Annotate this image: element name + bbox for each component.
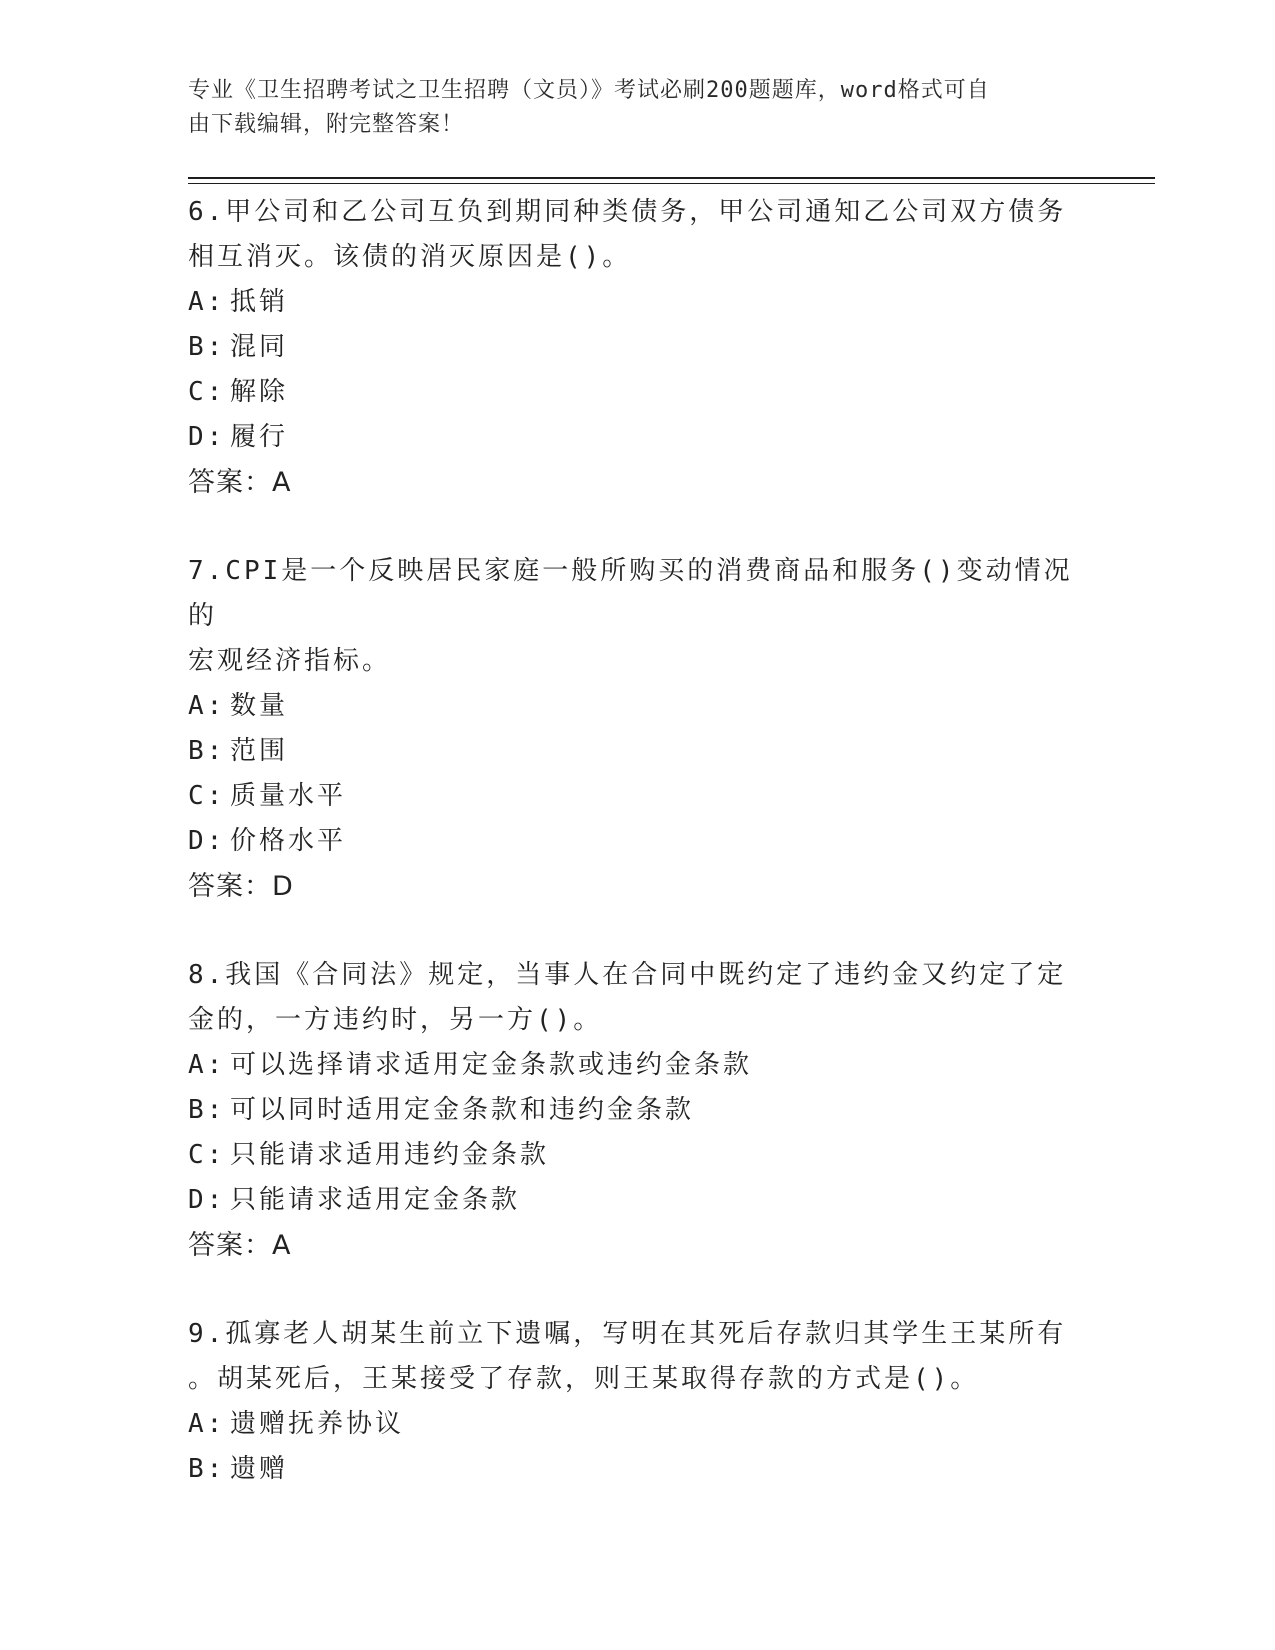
option-b xyxy=(188,1447,1088,1492)
question-text-line-1: 6.甲公司和乙公司互负到期同种类债务，甲公司通知乙公司双方债务 xyxy=(188,197,1067,227)
option-text: 履行 xyxy=(230,422,289,452)
option-key: B: xyxy=(188,736,226,766)
option-c xyxy=(188,1133,1088,1178)
question-9 xyxy=(188,1312,1088,1492)
option-d xyxy=(188,1178,1088,1223)
option-text: 遗赠抚养协议 xyxy=(230,1409,405,1439)
answer-line: 答案：A xyxy=(188,467,292,498)
option-d xyxy=(188,819,1088,864)
option-key: D: xyxy=(188,1185,226,1215)
option-key: C: xyxy=(188,1140,226,1170)
question-text-line-2: 金的，一方违约时，另一方()。 xyxy=(188,1005,603,1035)
question-8 xyxy=(188,953,1088,1268)
option-b xyxy=(188,325,1088,370)
question-text-line-1: 7.CPI是一个反映居民家庭一般所购买的消费商品和服务()变动情况的 xyxy=(188,556,1073,631)
option-key: D: xyxy=(188,826,226,856)
option-text: 质量水平 xyxy=(230,781,347,811)
option-key: B: xyxy=(188,332,226,362)
option-text: 价格水平 xyxy=(230,826,347,856)
option-key: C: xyxy=(188,781,226,811)
option-d xyxy=(188,415,1088,460)
document-header xyxy=(188,74,1068,142)
option-b xyxy=(188,729,1088,774)
answer-line: 答案：A xyxy=(188,1230,292,1261)
option-a xyxy=(188,280,1088,325)
question-6 xyxy=(188,190,1088,505)
question-7 xyxy=(188,549,1088,909)
option-a xyxy=(188,684,1088,729)
option-key: A: xyxy=(188,1050,226,1080)
option-text: 数量 xyxy=(230,691,289,721)
question-text-line-2: 。胡某死后，王某接受了存款，则王某取得存款的方式是()。 xyxy=(188,1364,980,1394)
header-divider-thick xyxy=(188,177,1155,179)
option-text: 可以同时适用定金条款和违约金条款 xyxy=(230,1095,695,1125)
option-text: 范围 xyxy=(230,736,289,766)
option-text: 抵销 xyxy=(230,287,289,317)
question-text-line-2: 相互消灭。该债的消灭原因是()。 xyxy=(188,242,632,272)
option-key: C: xyxy=(188,377,226,407)
question-text-line-1: 8.我国《合同法》规定，当事人在合同中既约定了违约金又约定了定 xyxy=(188,960,1067,990)
option-key: D: xyxy=(188,422,226,452)
question-text-line-2: 宏观经济指标。 xyxy=(188,646,392,676)
option-text: 可以选择请求适用定金条款或违约金条款 xyxy=(230,1050,753,1080)
option-key: A: xyxy=(188,287,226,317)
answer-line: 答案：D xyxy=(188,871,294,902)
option-text: 只能请求适用违约金条款 xyxy=(230,1140,550,1170)
question-text-line-1: 9.孤寡老人胡某生前立下遗嘱，写明在其死后存款归其学生王某所有 xyxy=(188,1319,1067,1349)
option-a xyxy=(188,1402,1088,1447)
option-key: B: xyxy=(188,1095,226,1125)
option-key: A: xyxy=(188,691,226,721)
option-text: 解除 xyxy=(230,377,289,407)
option-key: A: xyxy=(188,1409,226,1439)
option-text: 遗赠 xyxy=(230,1454,289,1484)
option-text: 只能请求适用定金条款 xyxy=(230,1185,521,1215)
option-text: 混同 xyxy=(230,332,289,362)
option-b xyxy=(188,1088,1088,1133)
option-c xyxy=(188,370,1088,415)
option-key: B: xyxy=(188,1454,226,1484)
option-a xyxy=(188,1043,1088,1088)
header-line-1: 专业《卫生招聘考试之卫生招聘（文员）》考试必刷200题题库，word格式可自 xyxy=(188,78,990,103)
header-line-2: 由下载编辑，附完整答案！ xyxy=(188,112,465,137)
question-list xyxy=(188,190,1088,1536)
option-c xyxy=(188,774,1088,819)
header-divider-thin xyxy=(188,183,1155,184)
